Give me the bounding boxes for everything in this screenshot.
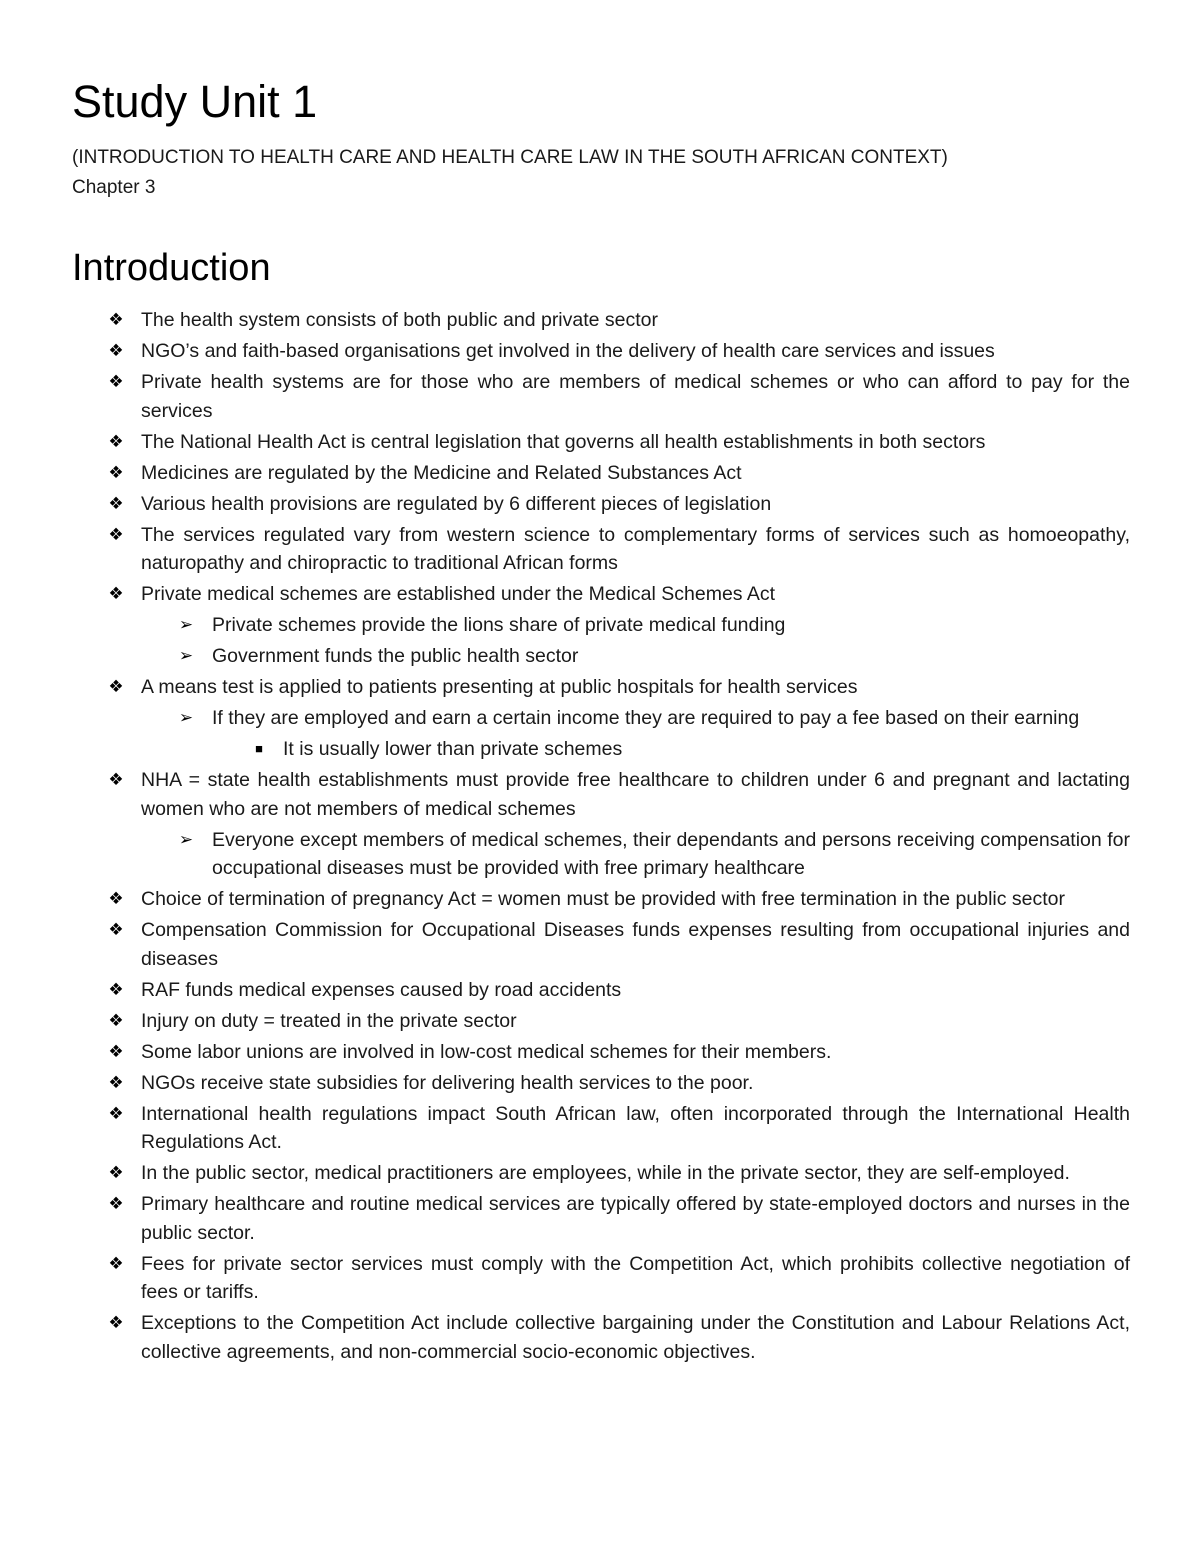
list-item	[72, 976, 1130, 1005]
list-item-text: It is usually lower than private schemes	[283, 738, 623, 760]
list-item	[72, 428, 1130, 457]
list-item	[72, 1007, 1130, 1036]
list-item	[72, 1069, 1130, 1098]
list-item	[72, 1190, 1130, 1247]
list-item	[72, 459, 1130, 488]
list-item-text: Everyone except members of medical schemes, their dependants and persons receiving compensation for occupational diseases must be provided with free primary healthcare	[212, 828, 1130, 879]
list-item-text: Medicines are regulated by the Medicine and Related Substances Act	[141, 461, 742, 484]
diamond-bullet-icon: ❖	[108, 462, 124, 482]
section-heading: Introduction	[72, 247, 271, 289]
list-item-text: NHA = state health establishments must provide free healthcare to children under 6 and pregnant and lactating women who are not members of medical schemes	[141, 769, 1130, 820]
list-item	[72, 642, 1130, 671]
list-item-text: Fees for private sector services must comply with the Competition Act, which prohibits collective negotiation of fees or tariffs.	[141, 1252, 1130, 1303]
list-item-text: A means test is applied to patients presenting at public hospitals for health services	[141, 676, 858, 698]
list-item	[72, 766, 1130, 823]
diamond-bullet-icon: ❖	[108, 372, 124, 391]
diamond-bullet-icon: ❖	[108, 1010, 124, 1030]
list-item	[72, 704, 1130, 733]
list-item-text: Private medical schemes are established under the Medical Schemes Act	[141, 583, 776, 605]
list-item-text: Government funds the public health sector	[212, 645, 579, 667]
diamond-bullet-icon: ❖	[108, 1041, 124, 1061]
list-item	[72, 368, 1130, 425]
list-item-text: Exceptions to the Competition Act include collective bargaining under the Constitution and Labour Relations Act, collective agreements, and non-commercial socio-economic objectives.	[141, 1312, 1130, 1363]
diamond-bullet-icon: ❖	[108, 431, 124, 451]
page-title: Study Unit 1	[72, 76, 318, 127]
list-item	[72, 885, 1130, 914]
arrowhead-bullet-icon: ➢	[178, 708, 194, 727]
diamond-bullet-icon: ❖	[108, 493, 124, 513]
list-item-text: Some labor unions are involved in low-cost medical schemes for their members.	[141, 1040, 832, 1063]
diamond-bullet-icon: ❖	[108, 920, 124, 939]
list-item-text: RAF funds medical expenses caused by road accidents	[141, 978, 622, 1001]
list-item	[72, 521, 1130, 578]
list-item-text: Private schemes provide the lions share of private medical funding	[212, 614, 786, 636]
list-item-text: Compensation Commission for Occupational Diseases funds expenses resulting from occupational injuries and diseases	[141, 919, 1130, 970]
list-item	[72, 1309, 1130, 1366]
list-item-text: The health system consists of both public and private sector	[141, 309, 659, 331]
list-item-text: NGO’s and faith-based organisations get involved in the delivery of health care services and issues	[141, 340, 995, 362]
diamond-bullet-icon: ❖	[108, 770, 124, 789]
list-item	[72, 826, 1130, 883]
list-item-text: In the public sector, medical practitioners are employees, while in the private sector, they are self-employed.	[141, 1162, 1070, 1184]
list-item-text: Various health provisions are regulated by 6 different pieces of legislation	[141, 492, 772, 515]
list-item-text: Private health systems are for those who are members of medical schemes or who can afford to pay for the services	[141, 371, 1130, 422]
diamond-bullet-icon: ❖	[108, 1194, 124, 1213]
diamond-bullet-icon: ❖	[108, 677, 124, 696]
diamond-bullet-icon: ❖	[108, 524, 124, 544]
list-item-text: The National Health Act is central legislation that governs all health establishments in both sectors	[141, 430, 986, 453]
arrowhead-bullet-icon: ➢	[178, 615, 194, 634]
list-item	[72, 1038, 1130, 1067]
arrowhead-bullet-icon: ➢	[178, 829, 194, 849]
chapter-label: Chapter 3	[72, 177, 156, 198]
diamond-bullet-icon: ❖	[108, 1103, 124, 1123]
diamond-bullet-icon: ❖	[108, 584, 124, 603]
list-item	[72, 1159, 1130, 1188]
list-item	[72, 735, 1130, 764]
document-page	[72, 76, 1130, 1369]
list-item-text: Choice of termination of pregnancy Act = women must be provided with free termination in the public sector	[141, 888, 1066, 910]
page-subtitle: (INTRODUCTION TO HEALTH CARE AND HEALTH CARE LAW IN THE SOUTH AFRICAN CONTEXT)	[72, 147, 948, 168]
list-item-text: Primary healthcare and routine medical services are typically offered by state-employed doctors and nurses in the public sector.	[141, 1193, 1130, 1244]
list-item-text: Injury on duty = treated in the private sector	[141, 1009, 517, 1032]
list-item	[72, 1250, 1130, 1307]
diamond-bullet-icon: ❖	[108, 889, 124, 908]
diamond-bullet-icon: ❖	[108, 1072, 124, 1092]
list-item-text: If they are employed and earn a certain income they are required to pay a fee based on their earning	[212, 707, 1080, 729]
arrowhead-bullet-icon: ➢	[178, 646, 194, 665]
diamond-bullet-icon: ❖	[108, 310, 124, 329]
bullet-list	[72, 306, 1130, 1366]
list-item-text: The services regulated vary from western science to complementary forms of services such as homoeopathy, naturopathy and chiropractic to traditional African forms	[141, 523, 1130, 574]
list-item	[72, 490, 1130, 519]
list-item-text: NGOs receive state subsidies for delivering health services to the poor.	[141, 1071, 754, 1094]
diamond-bullet-icon: ❖	[108, 979, 124, 999]
list-item	[72, 611, 1130, 640]
list-item	[72, 337, 1130, 366]
list-item	[72, 916, 1130, 973]
square-bullet-icon: ■	[255, 741, 263, 756]
list-item-text: International health regulations impact South African law, often incorporated through the International Health Regulations Act.	[141, 1102, 1130, 1153]
diamond-bullet-icon: ❖	[108, 1163, 124, 1182]
diamond-bullet-icon: ❖	[108, 1253, 124, 1273]
diamond-bullet-icon: ❖	[108, 341, 124, 360]
list-item	[72, 673, 1130, 702]
list-item	[72, 306, 1130, 335]
diamond-bullet-icon: ❖	[108, 1313, 124, 1332]
list-item	[72, 1100, 1130, 1157]
list-item	[72, 580, 1130, 609]
